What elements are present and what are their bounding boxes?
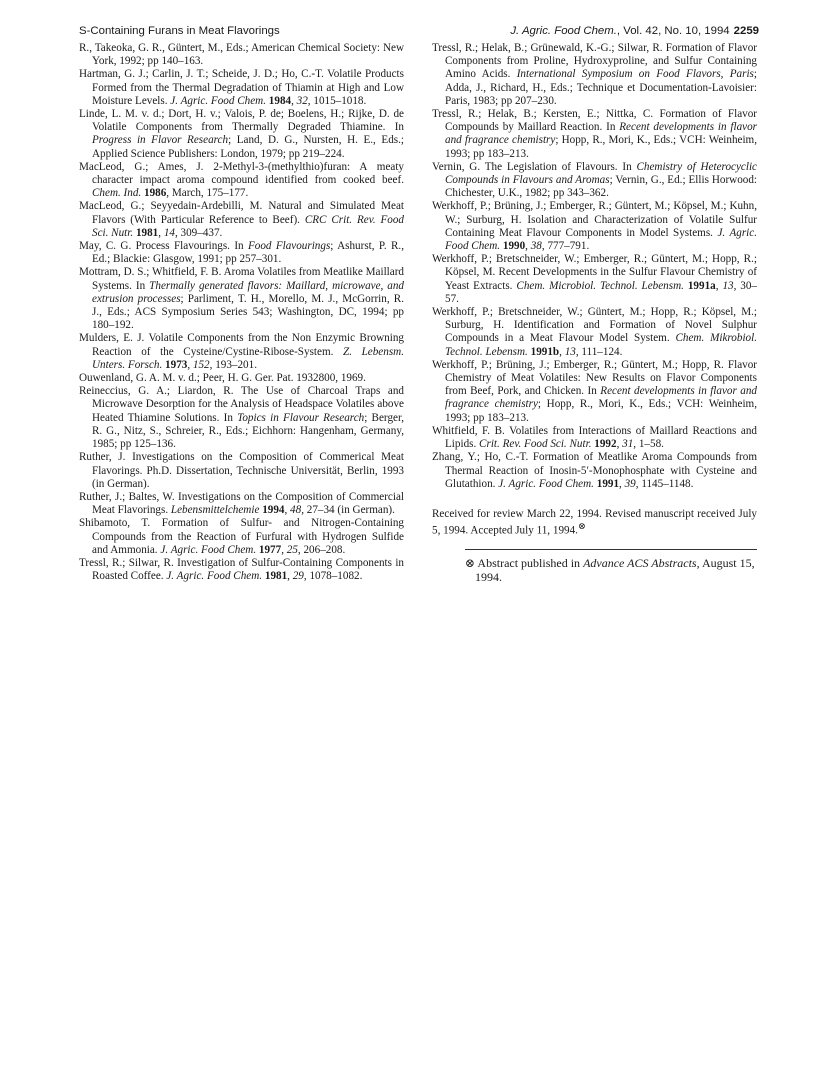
reference-entry: Vernin, G. The Legislation of Flavours. In Chemistry of Heterocyclic Compounds in Flavours and Aromas; Vernin, G., Ed.; Ellis Horwood: Chichester, U.K., 1982; pp 343–362.	[432, 160, 758, 200]
footnote-rule	[465, 549, 757, 550]
reference-entry: May, C. G. Process Flavourings. In Food Flavourings; Ashurst, P. R., Ed.; Blackie: Glasgow, 1991; pp 257–301.	[79, 240, 404, 266]
reference-entry: MacLeod, G.; Seyyedain-Ardebilli, M. Natural and Simulated Meat Flavors (With Particular Reference to Beef). CRC Crit. Rev. Food Sci. Nutr. 1981, 14, 309–437.	[79, 200, 404, 239]
received-note	[432, 508, 757, 538]
running-header	[79, 25, 759, 41]
references-left-column	[79, 42, 404, 583]
reference-entry: Mulders, E. J. Volatile Components from the Non Enzymic Browning Reaction of the Cysteine/Cystine-Ribose-System. Z. Lebensm. Unters. Forsch. 1973, 152, 193–201.	[79, 332, 404, 371]
footnote-text: Abstract published in Advance ACS Abstracts, August 15, 1994.	[475, 556, 755, 585]
reference-entry: Werkhoff, P.; Brüning, J.; Emberger, R.; Güntert, M.; Köpsel, M.; Kuhn, W.; Surburg, H. Isolation and Characterization of Volatile Sulfur Containing Meat Flavour Components in Model Systems. J. Agric. Food Chem. 1990, 38, 777–791.	[432, 200, 758, 253]
reference-entry: Tressl, R.; Silwar, R. Investigation of Sulfur-Containing Components in Roasted Coffee. J. Agric. Food Chem. 1981, 29, 1078–1082.	[79, 556, 404, 583]
reference-entry: R., Takeoka, G. R., Güntert, M., Eds.; American Chemical Society: New York, 1992; pp 140–163.	[79, 42, 404, 68]
reference-entry: Whitfield, F. B. Volatiles from Interactions of Maillard Reactions and Lipids. Crit. Rev. Food Sci. Nutr. 1992, 31, 1–58.	[432, 424, 757, 451]
journal-name: J. Agric. Food Chem.	[510, 25, 617, 37]
references-right-column	[432, 42, 757, 596]
volume-info: , Vol. 42, No. 10, 1994	[616, 25, 730, 37]
reference-entry: Mottram, D. S.; Whitfield, F. B. Aroma Volatiles from Meatlike Maillard Systems. In Thermally generated flavors: Maillard, microwave, and extrusion processes; Parliment, T. H., Morello, M. J., McGorrin, R. J., Eds.; ACS Symposium Series 543; Washington, DC, 1994; pp 180–192.	[79, 266, 405, 332]
reference-entry: Ouwenland, G. A. M. v. d.; Peer, H. G. Ger. Pat. 1932800, 1969.	[79, 372, 366, 385]
journal-citation	[510, 25, 759, 37]
reference-entry: Tressl, R.; Helak, B.; Grünewald, K.-G.; Silwar, R. Formation of Flavor Components from Proline, Hydroxyproline, and Sulfur Containing Amino Acids. International Symposium on Food Flavors, Paris; Adda, J., Richard, H., Eds.; Technique et Documentation-Lavoisier: Paris, 1983; pp 207–230.	[432, 42, 757, 107]
reference-entry: MacLeod, G.; Ames, J. 2-Methyl-3-(methylthio)furan: A meaty character impact aroma compound identified from cooked beef. Chem. Ind. 1986, March, 175–177.	[79, 160, 404, 200]
reference-entry: Tressl, R.; Helak, B.; Kersten, E.; Nittka, C. Formation of Flavor Compounds by Maillard Reaction. In Recent developments in flavor and fragrance chemistry; Hopp, R., Mori, K., Eds.; VCH: Weinheim, 1993; pp 183–213.	[432, 108, 758, 160]
reference-entry: Hartman, G. J.; Carlin, J. T.; Scheide, J. D.; Ho, C.-T. Volatile Products Formed from the Thermal Degradation of Thiamin at High and Low Moisture Levels. J. Agric. Food Chem. 1984, 32, 1015–1018.	[79, 68, 404, 107]
reference-entry: Ruther, J.; Baltes, W. Investigations on the Composition of Commercial Meat Flavorings. Lebensmittelchemie 1994, 48, 27–34 (in German).	[79, 490, 404, 517]
received-text: Received for review March 22, 1994. Revised manuscript received July 5, 1994. Accepted July 11, 1994.	[432, 507, 757, 537]
reference-entry: Zhang, Y.; Ho, C.-T. Formation of Meatlike Aroma Compounds from Thermal Reaction of Inosin-5′-Monophosphate with Cysteine and Glutathion. J. Agric. Food Chem. 1991, 39, 1145–1148.	[432, 451, 757, 490]
footnote	[465, 556, 757, 584]
reference-entry: Werkhoff, P.; Bretschneider, W.; Güntert, M.; Hopp, R.; Köpsel, M.; Surburg, H. Identification and Formation of Novel Sulphur Compounds in a Meat Flavour Model System. Chem. Mikrobiol. Technol. Lebensm. 1991b, 13, 111–124.	[432, 306, 757, 358]
reference-entry: Ruther, J. Investigations on the Composition of Commerical Meat Flavorings. Ph.D. Dissertation, Technische Universität, Berlin, 1993 (in German).	[79, 451, 404, 490]
right-references-list	[432, 42, 757, 491]
reference-entry: Werkhoff, P.; Brüning, J.; Emberger, R.; Güntert, M.; Hopp, R. Flavor Chemistry of Meat Volatiles: New Results on Flavor Components from Beef, Pork, and Chicken. In Recent developments in flavor and fragrance chemistry; Hopp, R., Mori, K., Eds.; VCH: Weinheim, 1993; pp 183–213.	[432, 358, 757, 424]
reference-entry: Linde, L. M. v. d.; Dort, H. v.; Valois, P. de; Boelens, H.; Rijke, D. de Volatile Components from Thermally Degraded Thiamine. In Progress in Flavor Research; Land, D. G., Nursten, H. E., Eds.; Applied Science Publishers: London, 1979; pp 219–224.	[79, 108, 404, 160]
received-marker: ⊗	[577, 522, 586, 533]
page-number: 2259	[733, 25, 759, 37]
reference-entry: Reineccius, G. A.; Liardon, R. The Use of Charcoal Traps and Microwave Desorption for the Analysis of Headspace Volatiles above Heated Thiamine Solutions. In Topics in Flavour Research; Berger, R. G., Nitz, S., Schreier, R., Eds.; Eichhorn: Hangenham, Germany, 1985; pp 125–136.	[79, 385, 405, 451]
footnote-marker: ⊗	[465, 556, 476, 571]
running-title: S-Containing Furans in Meat Flavorings	[79, 25, 280, 37]
reference-entry: Werkhoff, P.; Bretschneider, W.; Emberger, R.; Güntert, M.; Hopp, R.; Köpsel, M. Recent Developments in the Sulfur Flavour Chemistry of Yeast Extracts. Chem. Microbiol. Technol. Lebensm. 1991a, 13, 30–57.	[432, 253, 757, 305]
reference-entry: Shibamoto, T. Formation of Sulfur- and Nitrogen-Containing Compounds from the Reaction of Furfural with Hydrogen Sulfide and Ammonia. J. Agric. Food Chem. 1977, 25, 206–208.	[79, 517, 404, 556]
